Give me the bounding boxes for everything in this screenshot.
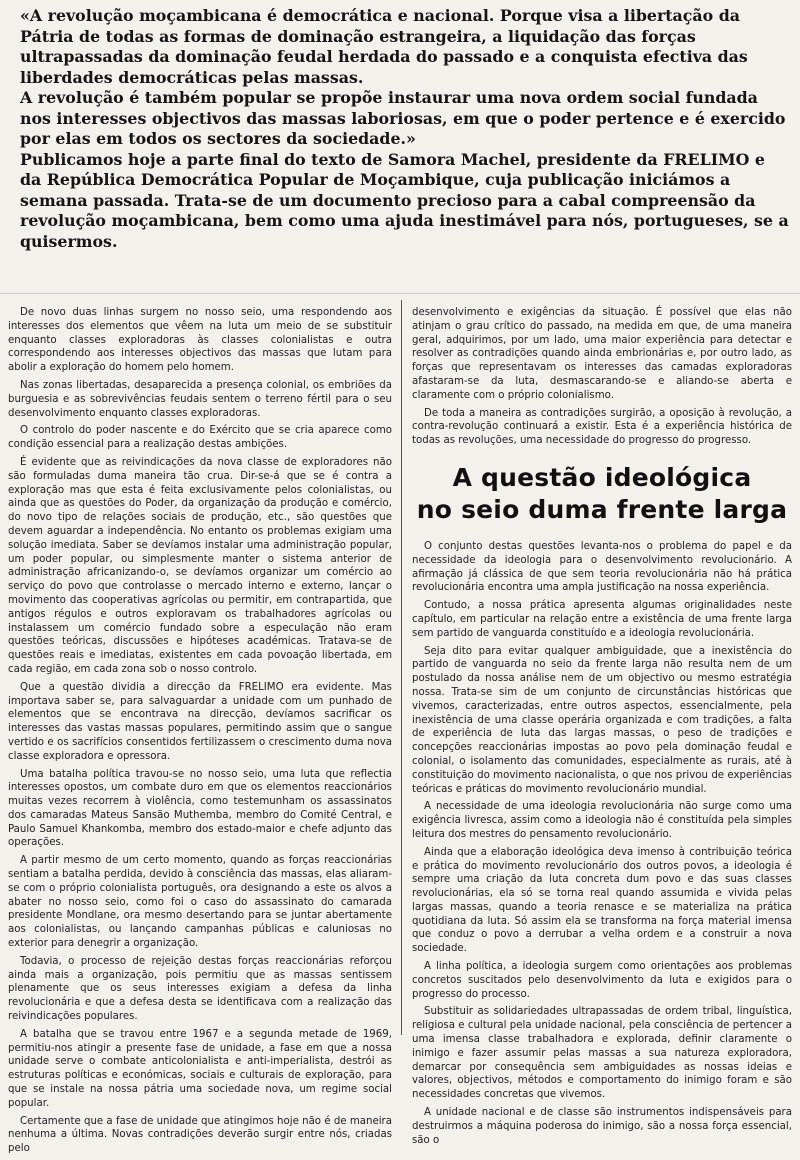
article-paragraph: A linha política, a ideologia surgem como orientações aos problemas concretos suscitados pelo desenvolvimento da luta e exigidos para o progresso do processo.: [412, 961, 792, 1000]
article-paragraph: Nas zonas libertadas, desaparecida a presença colonial, os embriões da burguesia e as sobrevivências feudais sentem o terreno fértil para o seu desenvolvimento enquanto classes exploradoras.: [8, 379, 392, 419]
article-paragraph: Certamente que a fase de unidade que atingimos hoje não é de maneira nenhuma a última. Novas contradições deverão surgir entre nós, criadas pelo: [8, 1115, 392, 1155]
article-paragraph: Todavia, o processo de rejeição destas forças reaccionárias reforçou ainda mais a organização, pois permitiu que as massas sentissem plenamente que os seus interesses exigiam a defesa da linha revolucionária e que a defesa desta se identificava com a realização das reivindicações populares.: [8, 955, 392, 1023]
article-paragraph: Que a questão dividia a direcção da FRELIMO era evidente. Mas importava saber se, para salvaguardar a unidade com um punhado de elementos que se encontrava na direcção, devíamos sacrificar os interesses das vastas massas populares, permitindo assim que o sangue vertido e os sacrifícios consentidos fertilizassem o crescimento duma nova classe exploradora e opressora.: [8, 681, 392, 762]
article-paragraph: A necessidade de uma ideologia revolucionária não surge como uma exigência livresca, assim como a ideologia não é constituída pela simples leitura dos mestres do pensamento revolucionário.: [412, 801, 792, 840]
intro-paragraph: Publicamos hoje a parte final do texto de Samora Machel, presidente da FRELIMO e da República Democrática Popular de Moçambique, cuja publicação iniciámos a semana passada. Trata-se de um documento precioso para a cabal compreensão da revolução moçambicana, bem como uma ajuda inestimável para nós, portugueses, se a quisermos.: [20, 149, 789, 251]
right-column: [412, 306, 792, 1151]
article-paragraph: É evidente que as reivindicações da nova classe de exploradores não são formuladas duma maneira tão crua. Dir-se-á que se é contra a exploração mas que esta é feita exclusivamente pelos colonialistas, ou ainda que as questões do Poder, da organização da produção e comércio, do novo tipo de relações sociais de produção, etc., são questões que devem aguardar a independência. No entanto os problemas exigiam uma solução imediata. Saber se devíamos instalar uma administração popular, um poder popular, ou simplesmente manter o sistema anterior de administração africanizando-o, se devíamos organizar um comércio ao serviço do povo que controlasse o mercado interno e externo, lançar o movimento das cooperativas agrícolas ou permitir, em contrapartida, que antigos régulos e outros exploravam os trabalhadores agrícolas ou instalassem um comércio fundado sobre a especulação não eram questões teóricas, discussões e hipóteses académicas. Tratava-se de questões reais e imediatas, existentes em cada povoação libertada, em cada região, em cada zona sob o nosso controlo.: [8, 456, 392, 675]
article-paragraph: Seja dito para evitar qualquer ambiguidade, que a inexistência do partido de vanguarda no seio da frente larga não resulta nem de um postulado da nossa análise nem de um objectivo ou mesmo estratégia nossa. Trata-se sim de um conjunto de circunstâncias históricas que vivemos, caracterizadas, entre outros aspectos, essencialmente, pela inexistência de uma classe operária organizada e com tradições, a falta de experiência de luta das largas massas, o peso de tradições e concepções reaccionárias impostas ao povo pela dominação feudal e colonial, o isolamento das comunidades, especialmente as rurais, até à constituição do movimento nacionalista, o que nos privou de experiências teóricas e práticas do movimento revolucionário mundial.: [412, 645, 792, 795]
article-paragraph: Substituir as solidariedades ultrapassadas de ordem tribal, linguística, religiosa e cultural pela unidade nacional, pela consciência de pertencer a uma imensa classe trabalhadora e explorada, definir claramente o inimigo e fazer assumir pelas massas a sua natureza exploradora, demarcar por consequência sem ambiguidades as nossas ideias e valores, objectivos, métodos e comportamento do inimigo foram e são necessidades concretas que vivemos.: [412, 1006, 792, 1101]
intro-box: [20, 6, 790, 252]
article-paragraph: Contudo, a nossa prática apresenta algumas originalidades neste capítulo, em particular na relação entre a existência de uma frente larga sem partido de vanguarda constituído e a ideologia revolucionária.: [412, 600, 792, 639]
intro-paragraph: A revolução é também popular se propõe instaurar uma nova ordem social fundada nos interesses objectivos das massas laboriosas, em que o poder pertence e é exercido por elas em todos os sectores da sociedade.»: [20, 88, 786, 148]
intro-paragraph: «A revolução moçambicana é democrática e nacional. Porque visa a libertação da Pátria de todas as formas de dominação estrangeira, a liquidação das forças ultrapassadas da dominação feudal herdada do passado e a conquista efectiva das liberdades democráticas pelas massas.: [20, 6, 748, 87]
article-paragraph: O conjunto destas questões levanta-nos o problema do papel e da necessidade da ideologia para o desenvolvimento revolucionário. A afirmação já clássica de que sem teoria revolucionária não há prática revolucionária encontra uma ampla justificação na nossa experiência.: [412, 540, 792, 594]
left-column: [8, 306, 392, 1160]
section-headline: [412, 462, 792, 526]
article-paragraph: A partir mesmo de um certo momento, quando as forças reaccionárias sentiam a batalha perdida, devido à consciência das massas, elas aliaram-se com o próprio colonialista português, ora designando a este os alvos a abater no nosso seio, como foi o caso do assassinato do camarada presidente Mondlane, ora mesmo desertando para se juntar abertamente aos colonialistas, ou lançando campanhas públicas e caluniosas no exterior para denegrir a organização.: [8, 855, 392, 950]
article-paragraph: De novo duas linhas surgem no nosso seio, uma respondendo aos interesses dos elementos que vêem na luta um meio de se substituir enquanto classes exploradoras às classes colonialistas e outra correspondendo aos interesses objectivos das massas que lutam para abolir a exploração do homem pelo homem.: [8, 307, 392, 374]
article-paragraph: Ainda que a elaboração ideológica deva imenso à contribuição teórica e prática do movimento revolucionário dos outros povos, a ideologia é sempre uma criação da luta concreta dum povo e das suas classes revolucionárias, ela só se torna real quando assumida e vivida pelas largas massas, quando a teoria renasce e se materializa na prática quotidiana da luta. Só assim ela se transforma na força material imensa que conduz o povo a derrubar a velha ordem e a construir a nova sociedade.: [412, 846, 792, 955]
horizontal-divider: [0, 293, 800, 294]
article-paragraph: Uma batalha política travou-se no nosso seio, uma luta que reflectia interesses opostos, um combate duro em que os elementos reaccionários muitas vezes recorrem à violência, como testemunham os assassinatos dos camaradas Mateus Sansão Muthemba, membro do Comité Central, e Paulo Samuel Khankomba, membro dos estado-maior e chefe adjunto das operações.: [8, 768, 392, 849]
article-paragraph: A unidade nacional e de classe são instrumentos indispensáveis para destruirmos a máquina poderosa do inimigo, são a nossa força essencial, são o: [412, 1107, 792, 1146]
column-divider: [401, 300, 402, 1035]
article-paragraph: O controlo do poder nascente e do Exército que se cria aparece como condição essencial para a realização destas ambições.: [8, 425, 392, 451]
article-paragraph: desenvolvimento e exigências da situação. É possível que elas não atinjam o grau crítico do passado, na medida em que, de uma maneira geral, adquirimos, por um lado, uma maior experiência para detectar e resolver as contradições quando ainda embrionárias e, por outro lado, as forças que representavam os interesses das camadas exploradoras afastaram-se da luta, desmascarando-se e aliando-se aberta e claramente com o próprio colonialismo.: [412, 307, 792, 401]
headline-line: A questão ideológica: [452, 462, 752, 492]
headline-line: no seio duma frente larga: [416, 494, 788, 524]
article-paragraph: De toda a maneira as contradições surgirão, a oposição à revolução, a contra-revolução continuará a existir. Esta é a experiência histórica de todas as revoluções, uma necessidade do progresso do progresso.: [412, 407, 792, 447]
article-paragraph: A batalha que se travou entre 1967 e a segunda metade de 1969, permitiu-nos atingir a presente fase de unidade, a fase em que a nossa unidade serve o combate anticolonialista e anti-imperialista, destrói as estruturas políticas e económicas, sociais e culturais de exploração, para que se instale na nossa pátria uma sociedade nova, um regime social popular.: [8, 1028, 392, 1109]
